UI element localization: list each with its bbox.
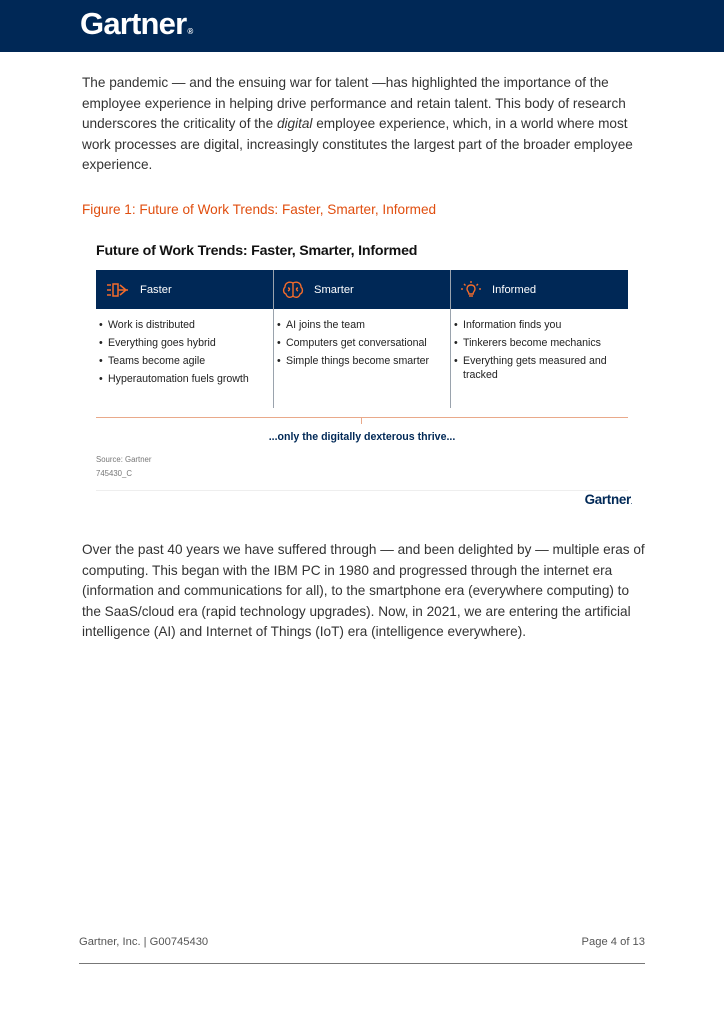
timeline-line bbox=[96, 417, 628, 418]
column-divider bbox=[450, 270, 451, 408]
figure-caption: Figure 1: Future of Work Trends: Faster, Smarter, Informed bbox=[82, 202, 437, 217]
figure-source: Source: Gartner bbox=[96, 455, 152, 464]
list-item: • AI joins the team bbox=[277, 319, 449, 333]
faster-list bbox=[99, 319, 264, 391]
column-heading: Informed bbox=[492, 283, 537, 296]
list-item: • Tinkerers become mechanics bbox=[454, 337, 626, 351]
list-item: • Computers get conversational bbox=[277, 337, 449, 351]
list-item: • Everything gets measured and tracked bbox=[454, 355, 626, 382]
timeline-tick bbox=[361, 417, 362, 424]
column-divider bbox=[273, 270, 274, 408]
list-item: • Information finds you bbox=[454, 319, 626, 333]
column-header-faster bbox=[106, 270, 172, 309]
footer-page-number: Page 4 of 13 bbox=[581, 936, 645, 948]
figure-id: 745430_C bbox=[96, 469, 132, 478]
column-header-informed bbox=[460, 270, 536, 309]
eras-paragraph: Over the past 40 years we have suffered through — and been delighted by — multiple eras of computing. This began with the IBM PC in 1980 and progressed through the internet era (information and communications for all), to the smartphone era (everywhere computing) to the SaaS/cloud era (rapid technology upgrades). Now, in 2021, we are entering the artificial intelligence (AI) and Internet of Things (IoT) era (intelligence everywhere). bbox=[82, 542, 645, 640]
footer-divider bbox=[79, 963, 645, 964]
list-item: • Hyperautomation fuels growth bbox=[99, 373, 264, 387]
figure-1 bbox=[82, 236, 642, 518]
footer-document-id: Gartner, Inc. | G00745430 bbox=[79, 936, 209, 948]
brain-icon bbox=[282, 281, 304, 299]
figure-title: Future of Work Trends: Faster, Smarter, Informed bbox=[96, 243, 418, 259]
figure-divider bbox=[96, 490, 628, 491]
informed-list bbox=[454, 319, 626, 387]
intro-paragraph: The pandemic — and the ensuing war for talent —has highlighted the importance of the employee experience in helping drive performance and retain talent. This body of research underscores the criticality of the digital employee experience, which, in a world where most work processes are digital, increasingly constitutes the largest part of the broader employee experience. bbox=[82, 75, 633, 173]
list-item: • Teams become agile bbox=[99, 355, 264, 369]
list-item: • Work is distributed bbox=[99, 319, 264, 333]
figure-conclusion: ...only the digitally dexterous thrive... bbox=[268, 431, 456, 443]
figure-gartner-logo: Gartner. bbox=[584, 492, 632, 507]
smarter-list bbox=[277, 319, 449, 373]
column-header-smarter bbox=[282, 270, 354, 309]
gartner-logo: Gartner® bbox=[80, 6, 193, 41]
lightbulb-icon bbox=[460, 281, 482, 299]
fast-forward-icon bbox=[106, 282, 130, 298]
list-item: • Everything goes hybrid bbox=[99, 337, 264, 351]
list-item: • Simple things become smarter bbox=[277, 355, 449, 369]
column-heading: Smarter bbox=[314, 283, 354, 296]
figure-header-row bbox=[96, 270, 628, 309]
header-bar bbox=[0, 0, 724, 52]
column-heading: Faster bbox=[140, 283, 172, 296]
